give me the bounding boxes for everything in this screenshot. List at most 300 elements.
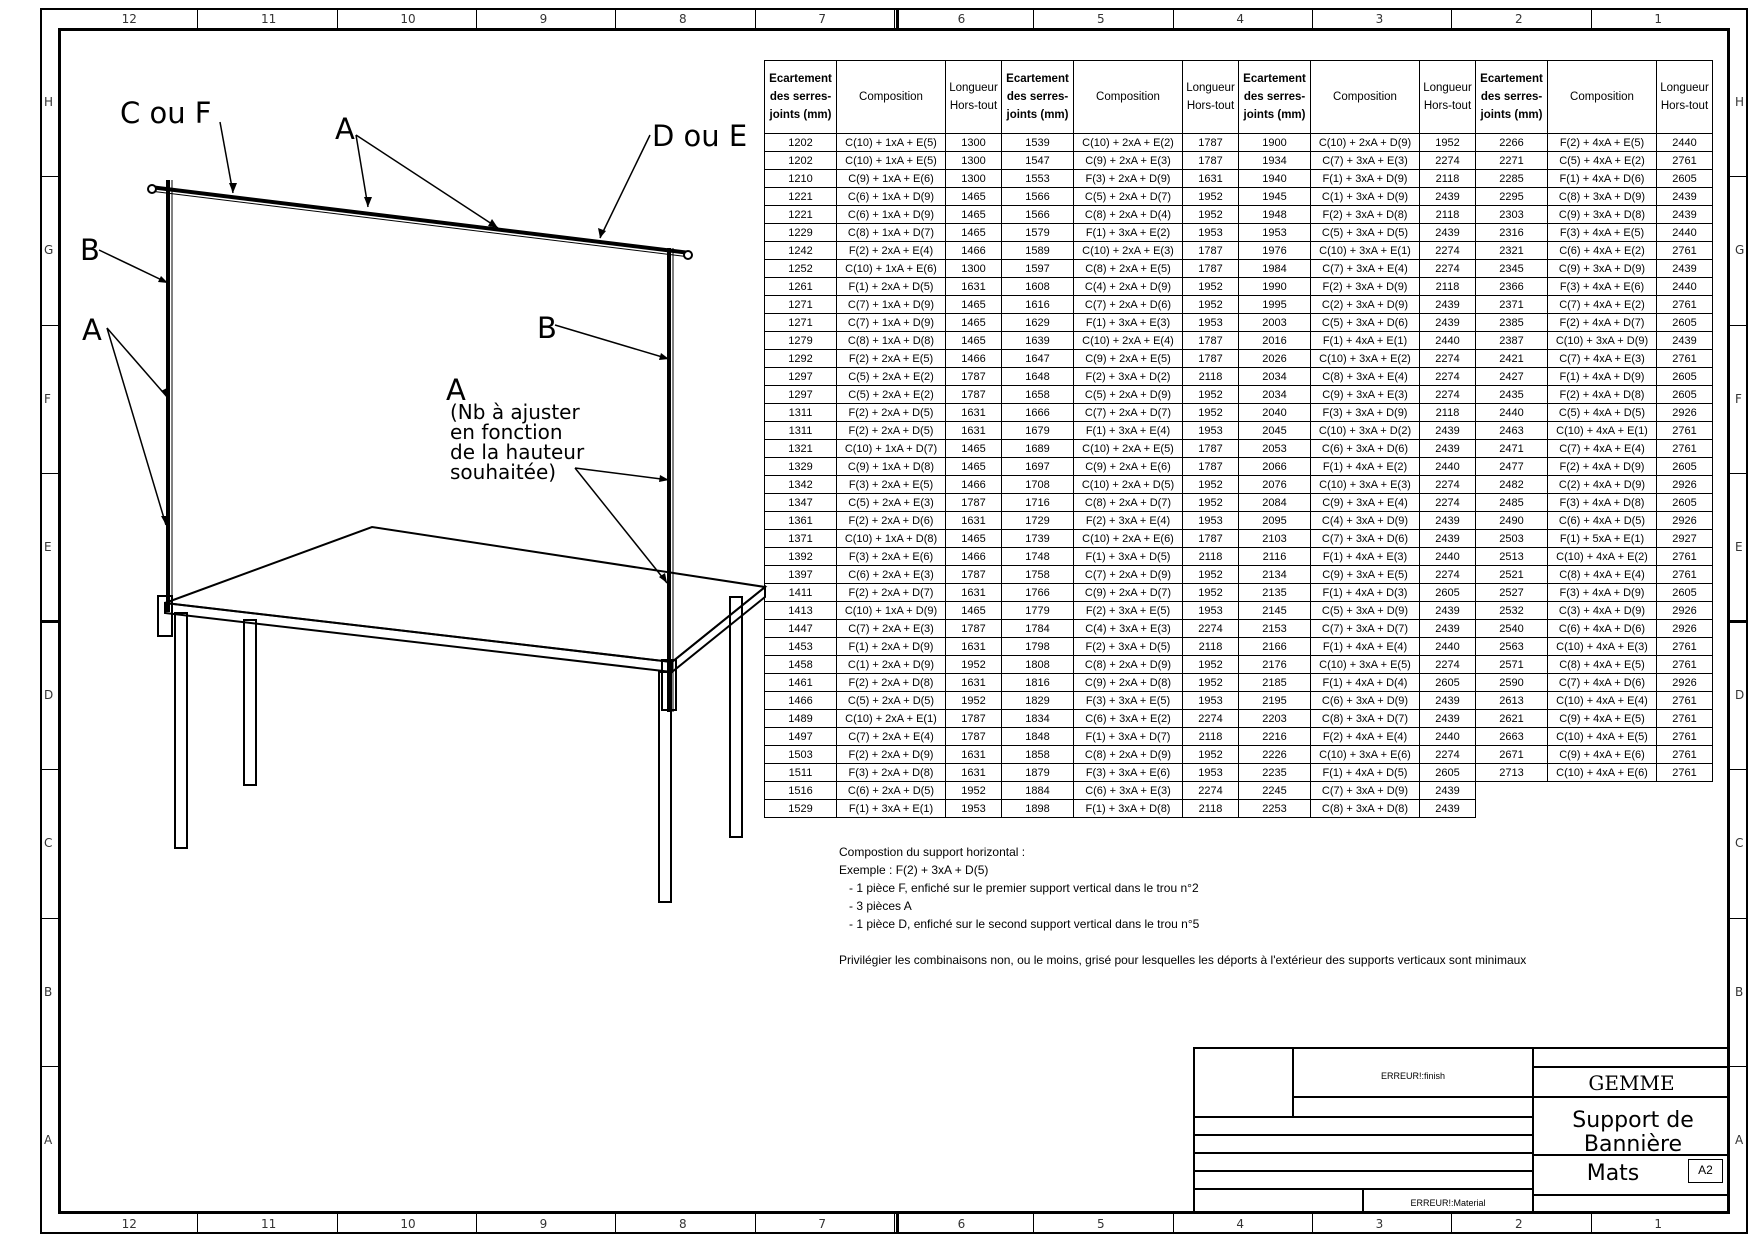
cell-longueur: 1787 [946,386,1002,404]
zone-column-top: 6 [957,12,966,26]
cell-composition: F(2) + 4xA + E(4) [1311,728,1420,746]
zone-divider [894,1214,895,1234]
cell-longueur: 1787 [946,494,1002,512]
cell-composition: C(8) + 3xA + D(9) [1548,188,1657,206]
cell-longueur: 2440 [1657,134,1713,152]
cell-composition: C(2) + 3xA + D(9) [1311,296,1420,314]
cell-longueur: 1787 [1183,260,1239,278]
cell-composition: C(10) + 1xA + D(7) [837,440,946,458]
cell-ecartement: 1708 [1002,476,1074,494]
cell-composition: C(10) + 4xA + E(4) [1548,692,1657,710]
cell-ecartement: 1539 [1002,134,1074,152]
tb-row-5 [1193,1189,1363,1214]
cell-composition: F(2) + 2xA + D(5) [837,422,946,440]
cell-longueur: 1631 [1183,170,1239,188]
cell-composition: C(9) + 1xA + E(6) [837,170,946,188]
zone-divider [1730,325,1748,326]
cell-ecartement: 1990 [1239,278,1311,296]
cell-composition: C(9) + 3xA + E(3) [1311,386,1420,404]
table-row [765,692,1713,710]
cell-ecartement: 1311 [765,422,837,440]
cell-longueur: 2440 [1420,638,1476,656]
zone-divider [337,1214,338,1234]
cell-longueur: 1465 [946,440,1002,458]
cell-composition: C(10) + 2xA + E(6) [1074,530,1183,548]
tb-dwg-no-cell [1533,1047,1730,1067]
cell-ecartement: 1658 [1002,386,1074,404]
cell-composition: C(8) + 3xA + E(4) [1311,368,1420,386]
zone-column-bottom: 2 [1515,1217,1523,1231]
cell-composition: C(4) + 2xA + D(9) [1074,278,1183,296]
cell-ecartement: 2563 [1476,638,1548,656]
zone-divider [755,1214,756,1234]
cell-ecartement: 2103 [1239,530,1311,548]
cell-composition [1548,782,1657,800]
cell-longueur: 2274 [1420,260,1476,278]
cell-composition: C(8) + 2xA + D(9) [1074,746,1183,764]
cell-ecartement: 2482 [1476,476,1548,494]
zone-divider [197,1214,198,1234]
cell-ecartement: 2135 [1239,584,1311,602]
composition-notes [839,843,1526,969]
cell-composition: C(10) + 1xA + D(8) [837,530,946,548]
cell-composition: C(6) + 2xA + E(3) [837,566,946,584]
label-d-ou-e: D ou E [652,119,748,153]
cell-ecartement: 2421 [1476,350,1548,368]
table-row [765,368,1713,386]
cell-composition: C(6) + 4xA + D(6) [1548,620,1657,638]
cell-composition: C(8) + 3xA + D(7) [1311,710,1420,728]
cell-ecartement: 2295 [1476,188,1548,206]
cell-longueur: 2440 [1657,224,1713,242]
cell-longueur: 1631 [946,512,1002,530]
cell-ecartement: 1461 [765,674,837,692]
zone-column-top: 7 [818,12,826,26]
cell-longueur: 1466 [946,548,1002,566]
zone-column-top: 1 [1654,12,1662,26]
cell-composition: C(10) + 1xA + D(9) [837,602,946,620]
table-row [765,710,1713,728]
cell-composition: C(10) + 4xA + E(6) [1548,764,1657,782]
table-row [765,314,1713,332]
cell-longueur: 1631 [946,584,1002,602]
cell-composition: C(10) + 1xA + E(5) [837,134,946,152]
table-row [765,404,1713,422]
zone-column-bottom: 3 [1375,1217,1384,1231]
table-row [765,152,1713,170]
cell-composition: C(10) + 2xA + E(1) [837,710,946,728]
cell-longueur: 2605 [1657,170,1713,188]
cell-longueur: 2439 [1420,782,1476,800]
cell-longueur: 2605 [1420,674,1476,692]
cell-longueur: 1952 [1183,494,1239,512]
cell-longueur: 1465 [946,530,1002,548]
zone-row-right: E [1735,539,1743,554]
table-row [765,728,1713,746]
cell-composition: C(6) + 4xA + E(2) [1548,242,1657,260]
cell-ecartement: 1297 [765,386,837,404]
cell-longueur: 2605 [1657,314,1713,332]
cell-composition: C(5) + 4xA + D(5) [1548,404,1657,422]
cell-composition: F(2) + 3xA + E(5) [1074,602,1183,620]
cell-ecartement: 2226 [1239,746,1311,764]
cell-ecartement: 2245 [1239,782,1311,800]
zone-divider [1033,1214,1034,1234]
cell-longueur: 1953 [1183,314,1239,332]
cell-composition: C(7) + 4xA + E(3) [1548,350,1657,368]
label-b-left: B [80,233,100,267]
cell-ecartement: 1321 [765,440,837,458]
cell-composition: F(2) + 2xA + D(5) [837,404,946,422]
cell-composition: C(7) + 3xA + D(7) [1311,620,1420,638]
cell-longueur: 2439 [1657,260,1713,278]
tb-header-cell [1293,1097,1533,1117]
cell-composition: C(7) + 1xA + D(9) [837,314,946,332]
cell-ecartement: 1516 [765,782,837,800]
cell-longueur: 2274 [1183,620,1239,638]
cell-composition: C(10) + 2xA + E(5) [1074,440,1183,458]
cell-longueur: 1953 [946,800,1002,818]
cell-longueur: 1631 [946,746,1002,764]
cell-composition: C(5) + 3xA + D(6) [1311,314,1420,332]
cell-ecartement: 2040 [1239,404,1311,422]
cell-ecartement: 2527 [1476,584,1548,602]
cell-ecartement: 1948 [1239,206,1311,224]
cell-ecartement: 1689 [1002,440,1074,458]
cell-longueur: 2274 [1420,566,1476,584]
cell-composition: F(3) + 4xA + D(8) [1548,494,1657,512]
cell-longueur: 2274 [1420,746,1476,764]
cell-ecartement: 1984 [1239,260,1311,278]
cell-ecartement: 1697 [1002,458,1074,476]
cell-longueur: 2605 [1657,494,1713,512]
cell-longueur: 2761 [1657,638,1713,656]
cell-ecartement: 2053 [1239,440,1311,458]
notes-item-1: - 1 pièce F, enfiché sur le premier support vertical dans le trou n°2 [849,881,1199,895]
table-row [765,224,1713,242]
cell-longueur: 2274 [1420,494,1476,512]
zone-column-top: 9 [539,12,548,26]
table-row [765,584,1713,602]
zone-row-right: D [1735,688,1745,703]
cell-ecartement: 1279 [765,332,837,350]
cell-ecartement: 2185 [1239,674,1311,692]
cell-ecartement: 1202 [765,134,837,152]
cell-ecartement: 2084 [1239,494,1311,512]
tb-row-3 [1193,1153,1533,1171]
cell-composition: F(3) + 4xA + E(6) [1548,278,1657,296]
cell-composition: C(10) + 4xA + E(2) [1548,548,1657,566]
cell-longueur: 2118 [1420,170,1476,188]
cell-ecartement: 2266 [1476,134,1548,152]
cell-composition: F(3) + 2xA + D(8) [837,764,946,782]
cell-composition: C(10) + 2xA + E(4) [1074,332,1183,350]
cell-ecartement: 2540 [1476,620,1548,638]
cell-longueur: 1952 [1183,188,1239,206]
cell-composition: C(8) + 2xA + D(9) [1074,656,1183,674]
cell-ecartement: 2145 [1239,602,1311,620]
cell-ecartement: 1397 [765,566,837,584]
notes-item-3: - 1 pièce D, enfiché sur le second support vertical dans le trou n°5 [849,917,1200,931]
cell-longueur: 2605 [1657,368,1713,386]
zone-divider [1591,8,1592,28]
cell-longueur: 2605 [1657,386,1713,404]
cell-longueur: 2439 [1420,314,1476,332]
table-row [765,602,1713,620]
cell-longueur: 2439 [1420,602,1476,620]
header-longueur: Longueur Hors-tout [946,61,1002,134]
cell-longueur: 1300 [946,152,1002,170]
title-block [1193,1047,1730,1214]
cell-longueur: 1787 [1183,152,1239,170]
cell-ecartement: 2176 [1239,656,1311,674]
tb-format: A2 [1698,1163,1713,1177]
cell-ecartement: 1329 [765,458,837,476]
cell-composition: C(6) + 4xA + D(5) [1548,512,1657,530]
zone-row-right: B [1735,984,1744,999]
zone-column-top: 4 [1236,12,1244,26]
cell-ecartement: 2471 [1476,440,1548,458]
cell-longueur: 2274 [1420,656,1476,674]
cell-composition: C(9) + 2xA + E(5) [1074,350,1183,368]
zone-row-left: A [44,1132,53,1147]
zone-row-left: H [44,95,54,110]
cell-ecartement: 1553 [1002,170,1074,188]
cell-ecartement: 2440 [1476,404,1548,422]
cell-longueur: 2439 [1420,440,1476,458]
cell-ecartement: 1639 [1002,332,1074,350]
cell-ecartement: 2521 [1476,566,1548,584]
cell-ecartement: 1945 [1239,188,1311,206]
cell-composition: C(7) + 2xA + D(7) [1074,404,1183,422]
cell-longueur: 2605 [1420,764,1476,782]
cell-composition: F(2) + 3xA + D(5) [1074,638,1183,656]
table-row [765,332,1713,350]
cell-ecartement: 2387 [1476,332,1548,350]
cell-ecartement: 2195 [1239,692,1311,710]
cell-composition: F(2) + 4xA + E(5) [1548,134,1657,152]
cell-ecartement [1476,782,1548,800]
cell-composition: C(9) + 1xA + D(8) [837,458,946,476]
label-c-ou-f: C ou F [120,96,212,130]
cell-composition: C(1) + 2xA + D(9) [837,656,946,674]
cell-ecartement: 1547 [1002,152,1074,170]
cell-ecartement: 1953 [1239,224,1311,242]
cell-ecartement: 1848 [1002,728,1074,746]
cell-ecartement: 1976 [1239,242,1311,260]
cell-ecartement: 1995 [1239,296,1311,314]
tb-company: GEMME [1588,1071,1675,1095]
table-row [765,656,1713,674]
table-row [765,548,1713,566]
zone-row-left: F [44,391,51,406]
cell-longueur: 2439 [1420,692,1476,710]
cell-longueur: 1631 [946,278,1002,296]
cell-ecartement: 1392 [765,548,837,566]
cell-composition: C(5) + 2xA + D(9) [1074,386,1183,404]
cell-composition: C(10) + 4xA + E(3) [1548,638,1657,656]
cell-longueur: 2439 [1420,620,1476,638]
cell-composition: F(1) + 3xA + E(2) [1074,224,1183,242]
table-row [765,674,1713,692]
cell-longueur: 2439 [1420,530,1476,548]
cell-ecartement: 2271 [1476,152,1548,170]
zone-column-bottom: 1 [1654,1217,1662,1231]
cell-composition: F(1) + 3xA + E(3) [1074,314,1183,332]
center-tick-right [1730,620,1748,623]
cell-longueur: 2440 [1420,332,1476,350]
cell-longueur: 2761 [1657,422,1713,440]
cell-ecartement: 2034 [1239,368,1311,386]
cell-composition: C(7) + 3xA + E(3) [1311,152,1420,170]
header-longueur: Longueur Hors-tout [1183,61,1239,134]
cell-longueur: 2761 [1657,728,1713,746]
cell-composition: C(10) + 3xA + E(2) [1311,350,1420,368]
table-row [765,476,1713,494]
zone-divider [615,1214,616,1234]
cell-composition: C(9) + 3xA + E(5) [1311,566,1420,584]
cell-longueur: 1465 [946,188,1002,206]
cell-composition: C(5) + 3xA + D(5) [1311,224,1420,242]
table-row [765,296,1713,314]
cell-ecartement: 1716 [1002,494,1074,512]
cell-composition: F(2) + 4xA + D(7) [1548,314,1657,332]
cell-ecartement: 1210 [765,170,837,188]
tb-scale-cell [1533,1195,1730,1214]
cell-longueur: 1465 [946,206,1002,224]
cell-composition: F(3) + 2xA + D(9) [1074,170,1183,188]
cell-composition: C(5) + 2xA + D(5) [837,692,946,710]
cell-composition: C(10) + 1xA + E(5) [837,152,946,170]
cell-composition: C(5) + 4xA + E(2) [1548,152,1657,170]
cell-composition: C(5) + 3xA + D(9) [1311,602,1420,620]
cell-composition: C(5) + 2xA + E(3) [837,494,946,512]
cell-composition: C(10) + 3xA + D(2) [1311,422,1420,440]
cell-longueur: 2274 [1420,476,1476,494]
center-tick-top [896,8,899,28]
cell-longueur: 2274 [1420,152,1476,170]
cell-composition: F(3) + 2xA + E(5) [837,476,946,494]
zone-column-top: 8 [679,12,687,26]
zone-column-top: 12 [121,12,137,26]
cell-composition: F(2) + 2xA + D(9) [837,746,946,764]
cell-ecartement: 2663 [1476,728,1548,746]
cell-ecartement: 2116 [1239,548,1311,566]
cell-longueur: 1952 [1183,656,1239,674]
cell-longueur: 1787 [1183,458,1239,476]
cell-ecartement: 1529 [765,800,837,818]
cell-composition: F(3) + 4xA + E(5) [1548,224,1657,242]
cell-ecartement: 1221 [765,188,837,206]
cell-ecartement: 2371 [1476,296,1548,314]
cell-longueur: 2118 [1183,368,1239,386]
table-row [765,386,1713,404]
cell-ecartement: 1834 [1002,710,1074,728]
cell-ecartement: 2045 [1239,422,1311,440]
cell-longueur: 2761 [1657,296,1713,314]
cell-longueur: 1953 [1183,764,1239,782]
cell-ecartement: 2203 [1239,710,1311,728]
header-ecartement: Ecartement des serres-joints (mm) [1476,61,1548,134]
zone-divider [1312,1214,1313,1234]
cell-longueur: 1952 [1183,746,1239,764]
cell-ecartement: 2166 [1239,638,1311,656]
cell-ecartement [1476,800,1548,818]
cell-ecartement: 1766 [1002,584,1074,602]
cell-composition: C(7) + 2xA + E(3) [837,620,946,638]
cell-ecartement: 1413 [765,602,837,620]
zone-row-right: G [1735,243,1745,258]
cell-ecartement: 1579 [1002,224,1074,242]
cell-longueur: 1787 [946,710,1002,728]
cell-longueur [1657,800,1713,818]
cell-ecartement: 1940 [1239,170,1311,188]
cell-longueur: 1787 [1183,530,1239,548]
cell-composition: F(3) + 2xA + E(6) [837,548,946,566]
cell-ecartement: 1589 [1002,242,1074,260]
cell-ecartement: 1779 [1002,602,1074,620]
cell-composition: C(8) + 2xA + D(7) [1074,494,1183,512]
cell-composition: C(2) + 4xA + D(9) [1548,476,1657,494]
zone-divider [1173,8,1174,28]
cell-longueur: 1465 [946,314,1002,332]
cell-ecartement: 1503 [765,746,837,764]
cell-composition: C(9) + 3xA + D(8) [1548,206,1657,224]
cell-composition: F(2) + 4xA + D(8) [1548,386,1657,404]
cell-longueur: 1953 [1183,692,1239,710]
cell-longueur: 2440 [1657,278,1713,296]
cell-longueur: 2118 [1183,548,1239,566]
cell-composition: F(2) + 3xA + D(8) [1311,206,1420,224]
cell-ecartement: 2503 [1476,530,1548,548]
cell-ecartement: 2034 [1239,386,1311,404]
cell-longueur: 1465 [946,224,1002,242]
cell-ecartement: 2303 [1476,206,1548,224]
cell-ecartement: 1252 [765,260,837,278]
cell-composition: C(6) + 2xA + D(5) [837,782,946,800]
cell-composition: C(7) + 1xA + D(9) [837,296,946,314]
cell-longueur: 1465 [946,332,1002,350]
cell-longueur: 2761 [1657,692,1713,710]
tb-notes-cell [1193,1047,1293,1117]
cell-composition: C(10) + 2xA + E(2) [1074,134,1183,152]
cell-composition: F(1) + 3xA + D(8) [1074,800,1183,818]
cell-ecartement: 1271 [765,296,837,314]
header-longueur: Longueur Hors-tout [1657,61,1713,134]
cell-ecartement: 2532 [1476,602,1548,620]
cell-composition: C(5) + 2xA + D(7) [1074,188,1183,206]
cell-composition: C(7) + 2xA + D(9) [1074,566,1183,584]
cell-composition: C(10) + 3xA + E(6) [1311,746,1420,764]
cell-ecartement: 2427 [1476,368,1548,386]
cell-longueur: 1466 [946,242,1002,260]
cell-longueur: 2761 [1657,242,1713,260]
notes-preference: Privilégier les combinaisons non, ou le moins, grisé pour lesquelles les déports à l'extérieur des supports verticaux sont minimaux [839,953,1527,967]
cell-longueur: 2761 [1657,440,1713,458]
cell-longueur: 2439 [1420,188,1476,206]
cell-ecartement: 1221 [765,206,837,224]
zone-column-bottom: 10 [400,1217,416,1231]
zone-column-top: 5 [1097,12,1105,26]
cell-longueur: 1787 [946,620,1002,638]
cell-longueur: 1300 [946,134,1002,152]
zone-row-right: C [1735,836,1744,851]
cell-longueur: 1787 [946,368,1002,386]
cell-longueur: 1631 [946,674,1002,692]
cell-composition: C(6) + 1xA + D(9) [837,206,946,224]
cell-composition: F(1) + 4xA + D(6) [1548,170,1657,188]
cell-longueur: 1952 [1183,674,1239,692]
